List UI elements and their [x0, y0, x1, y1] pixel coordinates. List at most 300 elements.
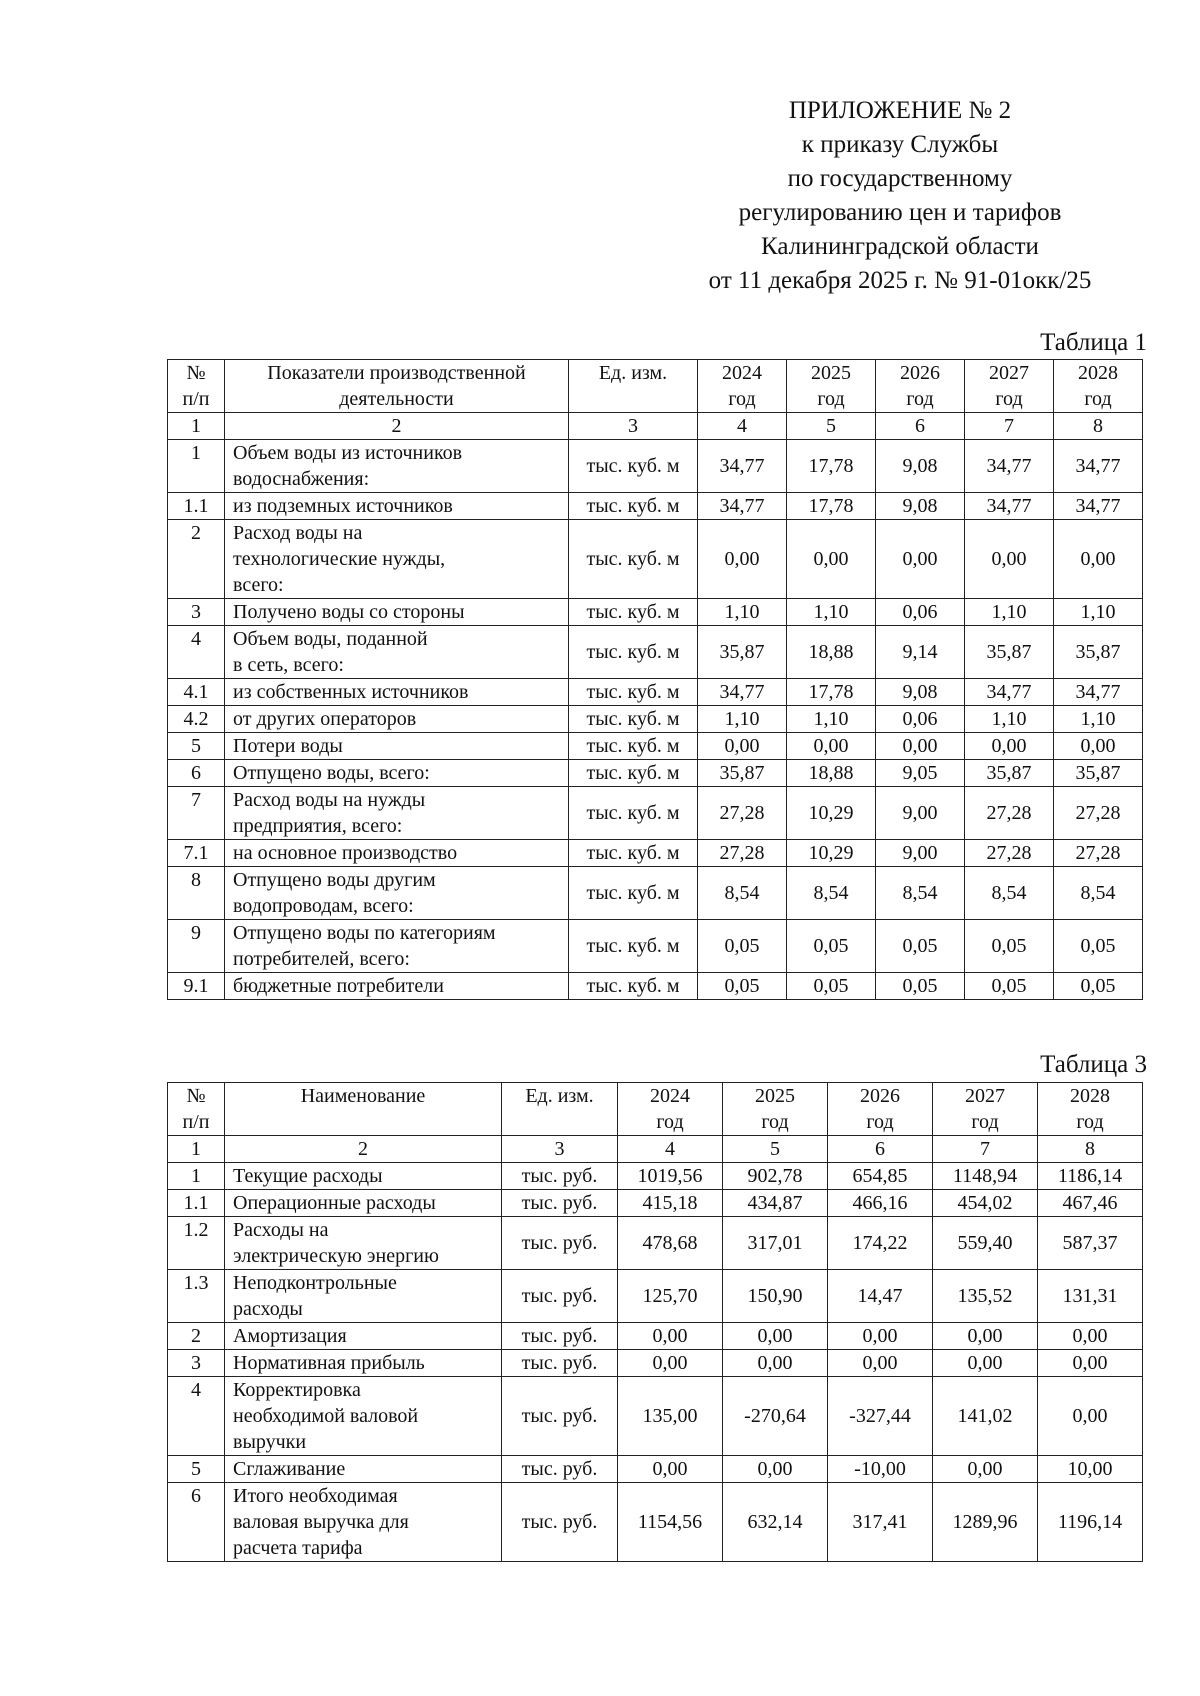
- row-name: [225, 1190, 502, 1217]
- row-unit: тыс. руб.: [502, 1377, 618, 1456]
- cell-line: год: [971, 1111, 999, 1133]
- row-value: 902,78: [723, 1163, 828, 1190]
- row-value: 34,77: [698, 679, 787, 706]
- cell-line: валовая выручка для: [233, 1511, 409, 1533]
- header-year: [933, 1083, 1038, 1136]
- header-year: [787, 360, 876, 413]
- row-value: 1289,96: [933, 1483, 1038, 1562]
- row-value: 0,00: [618, 1456, 723, 1483]
- row-name: [225, 440, 569, 493]
- cell-line: год: [866, 1111, 894, 1133]
- header-year: [1038, 1083, 1143, 1136]
- row-value: 0,05: [698, 920, 787, 973]
- row-value: 0,00: [933, 1323, 1038, 1350]
- cell-line: Расход воды на нужды: [233, 789, 426, 811]
- table-row: [168, 1377, 1143, 1456]
- row-value: 1,10: [698, 599, 787, 626]
- row-number: 4: [168, 1377, 225, 1456]
- row-value: 35,87: [1054, 626, 1143, 679]
- header-unit: Ед. изм.: [502, 1083, 618, 1136]
- row-value: 34,77: [1054, 440, 1143, 493]
- cell-line: потребителей, всего:: [233, 948, 410, 970]
- cell-line: Объем воды из источников: [233, 442, 463, 464]
- table-row: [168, 1270, 1143, 1323]
- cell-line: 2024: [650, 1085, 690, 1107]
- cell-line: из подземных источников: [233, 495, 453, 517]
- row-value: 27,28: [698, 840, 787, 867]
- row-value: 654,85: [828, 1163, 933, 1190]
- row-value: 10,29: [787, 840, 876, 867]
- row-value: 1019,56: [618, 1163, 723, 1190]
- row-value: 454,02: [933, 1190, 1038, 1217]
- row-value: 0,00: [876, 520, 965, 599]
- cell-line: год: [656, 1111, 684, 1133]
- row-value: 27,28: [1054, 840, 1143, 867]
- row-number: 4.2: [168, 706, 225, 733]
- row-value: 0,05: [965, 973, 1054, 1000]
- row-number: 7: [168, 787, 225, 840]
- row-value: 141,02: [933, 1377, 1038, 1456]
- header-year: [1054, 360, 1143, 413]
- table-row: [168, 787, 1143, 840]
- row-number: 4.1: [168, 679, 225, 706]
- table-row: [168, 1483, 1143, 1562]
- column-number: 3: [569, 413, 698, 440]
- cell-line: Отпущено воды другим: [233, 869, 436, 891]
- row-value: 34,77: [965, 440, 1054, 493]
- cell-line: 2027: [989, 362, 1029, 384]
- row-value: 0,00: [1038, 1377, 1143, 1456]
- row-value: 0,06: [876, 706, 965, 733]
- row-number: 1.3: [168, 1270, 225, 1323]
- row-value: 174,22: [828, 1217, 933, 1270]
- row-value: 34,77: [1054, 493, 1143, 520]
- row-value: 0,05: [1054, 920, 1143, 973]
- cell-line: Корректировка: [233, 1379, 361, 1401]
- row-value: 27,28: [965, 787, 1054, 840]
- cell-line: 2025: [811, 362, 851, 384]
- row-unit: тыс. куб. м: [569, 493, 698, 520]
- row-value: 587,37: [1038, 1217, 1143, 1270]
- cell-line: Сглаживание: [233, 1458, 346, 1480]
- cell-line: Нормативная прибыль: [233, 1352, 425, 1374]
- row-value: 150,90: [723, 1270, 828, 1323]
- row-unit: тыс. куб. м: [569, 787, 698, 840]
- row-name: [225, 1270, 502, 1323]
- row-name: [225, 626, 569, 679]
- row-value: 1,10: [1054, 599, 1143, 626]
- row-value: 8,54: [876, 867, 965, 920]
- row-unit: тыс. куб. м: [569, 599, 698, 626]
- row-number: 1.1: [168, 493, 225, 520]
- cell-line: Наименование: [300, 1085, 426, 1107]
- row-unit: тыс. куб. м: [569, 760, 698, 787]
- row-value: 0,05: [876, 973, 965, 1000]
- row-value: 1,10: [787, 706, 876, 733]
- row-value: 434,87: [723, 1190, 828, 1217]
- header-year: [965, 360, 1054, 413]
- row-unit: тыс. руб.: [502, 1323, 618, 1350]
- header-number: [168, 1083, 225, 1136]
- header-year: [828, 1083, 933, 1136]
- cell-line: год: [728, 388, 756, 410]
- row-value: 0,00: [723, 1456, 828, 1483]
- cell-line: 2025: [755, 1085, 795, 1107]
- header-line: по государственному: [787, 165, 1013, 192]
- row-value: 0,00: [876, 733, 965, 760]
- cell-line: Итого необходимая: [233, 1485, 398, 1507]
- table1-caption: Таблица 1: [1040, 329, 1147, 356]
- row-number: 8: [168, 867, 225, 920]
- row-value: 632,14: [723, 1483, 828, 1562]
- cell-line: электрическую энергию: [233, 1245, 439, 1267]
- row-value: 1186,14: [1038, 1163, 1143, 1190]
- cell-line: бюджетные потребители: [233, 975, 444, 997]
- column-number: 8: [1038, 1136, 1143, 1163]
- row-value: 1,10: [965, 706, 1054, 733]
- table-row: [168, 1163, 1143, 1190]
- header-row: [168, 360, 1143, 413]
- row-name: [225, 1377, 502, 1456]
- cell-line: 2026: [860, 1085, 900, 1107]
- table-row: [168, 493, 1143, 520]
- row-number: 7.1: [168, 840, 225, 867]
- row-unit: тыс. куб. м: [569, 626, 698, 679]
- table-row: [168, 1323, 1143, 1350]
- cell-line: в сеть, всего:: [233, 654, 344, 676]
- row-number: 2: [168, 1323, 225, 1350]
- row-value: 8,54: [698, 867, 787, 920]
- table-row: [168, 840, 1143, 867]
- column-number: 6: [828, 1136, 933, 1163]
- row-value: 135,00: [618, 1377, 723, 1456]
- row-value: 0,05: [698, 973, 787, 1000]
- row-value: 35,87: [965, 626, 1054, 679]
- row-number: 4: [168, 626, 225, 679]
- table-row: [168, 679, 1143, 706]
- row-value: 1,10: [1054, 706, 1143, 733]
- cell-line: 2028: [1078, 362, 1118, 384]
- row-number: 3: [168, 1350, 225, 1377]
- column-number: 5: [787, 413, 876, 440]
- row-unit: тыс. руб.: [502, 1270, 618, 1323]
- row-name: [225, 867, 569, 920]
- row-name: [225, 1217, 502, 1270]
- row-value: 17,78: [787, 493, 876, 520]
- column-number: 7: [933, 1136, 1038, 1163]
- header-year: [723, 1083, 828, 1136]
- row-name: [225, 733, 569, 760]
- cell-line: Отпущено воды, всего:: [233, 762, 430, 784]
- row-value: 466,16: [828, 1190, 933, 1217]
- cell-line: Показатели производственной: [267, 362, 526, 384]
- row-value: 0,00: [618, 1323, 723, 1350]
- order-reference: от 11 декабря 2025 г. № 91-01окк/25: [708, 267, 1092, 294]
- row-value: 1,10: [787, 599, 876, 626]
- row-value: 131,31: [1038, 1270, 1143, 1323]
- row-value: 0,00: [965, 733, 1054, 760]
- header-year: [876, 360, 965, 413]
- row-value: 0,05: [787, 973, 876, 1000]
- table-row: [168, 520, 1143, 599]
- row-unit: тыс. куб. м: [569, 973, 698, 1000]
- column-number: 4: [618, 1136, 723, 1163]
- cell-line: деятельности: [339, 388, 454, 410]
- document-header: [660, 94, 1140, 298]
- row-value: -270,64: [723, 1377, 828, 1456]
- row-number: 1.1: [168, 1190, 225, 1217]
- column-number: 2: [225, 413, 569, 440]
- cell-line: год: [761, 1111, 789, 1133]
- cell-line: необходимой валовой: [233, 1405, 419, 1427]
- row-value: 27,28: [965, 840, 1054, 867]
- cell-line: год: [1084, 388, 1112, 410]
- row-value: 0,05: [876, 920, 965, 973]
- row-value: 8,54: [1054, 867, 1143, 920]
- row-unit: тыс. куб. м: [569, 679, 698, 706]
- row-number: 5: [168, 733, 225, 760]
- header-name: [225, 360, 569, 413]
- cell-line: год: [906, 388, 934, 410]
- column-number: 8: [1054, 413, 1143, 440]
- row-value: 9,00: [876, 787, 965, 840]
- header-row: [168, 1083, 1143, 1136]
- row-value: 0,00: [1054, 733, 1143, 760]
- row-number: 6: [168, 760, 225, 787]
- row-value: 0,00: [787, 733, 876, 760]
- row-name: [225, 493, 569, 520]
- row-number: 1.2: [168, 1217, 225, 1270]
- row-value: 35,87: [698, 760, 787, 787]
- row-value: 17,78: [787, 440, 876, 493]
- row-value: 18,88: [787, 626, 876, 679]
- row-name: [225, 920, 569, 973]
- header-name: [225, 1083, 502, 1136]
- cell-line: п/п: [182, 388, 210, 410]
- row-value: 10,29: [787, 787, 876, 840]
- row-number: 9: [168, 920, 225, 973]
- cell-line: п/п: [182, 1111, 210, 1133]
- row-value: 34,77: [965, 679, 1054, 706]
- row-name: [225, 1483, 502, 1562]
- cell-line: Расходы на: [233, 1219, 329, 1241]
- table-row: [168, 867, 1143, 920]
- table-row: [168, 920, 1143, 973]
- table-row: [168, 440, 1143, 493]
- table-row: [168, 1350, 1143, 1377]
- row-value: 0,00: [698, 520, 787, 599]
- row-value: 0,00: [1038, 1323, 1143, 1350]
- row-value: 1148,94: [933, 1163, 1038, 1190]
- row-value: 0,00: [698, 733, 787, 760]
- row-number: 5: [168, 1456, 225, 1483]
- cell-line: №: [186, 362, 206, 384]
- header-unit: Ед. изм.: [569, 360, 698, 413]
- row-value: 125,70: [618, 1270, 723, 1323]
- cell-line: Текущие расходы: [233, 1165, 383, 1187]
- row-value: 559,40: [933, 1217, 1038, 1270]
- row-value: 135,52: [933, 1270, 1038, 1323]
- table3-caption: Таблица 3: [1040, 1051, 1147, 1078]
- row-name: [225, 973, 569, 1000]
- row-value: 27,28: [1054, 787, 1143, 840]
- row-value: 0,05: [965, 920, 1054, 973]
- column-number: 3: [502, 1136, 618, 1163]
- row-unit: тыс. куб. м: [569, 920, 698, 973]
- header-year: [618, 1083, 723, 1136]
- cell-line: Отпущено воды по категориям: [233, 922, 496, 944]
- row-unit: тыс. куб. м: [569, 440, 698, 493]
- table-row: [168, 1217, 1143, 1270]
- row-value: 0,00: [828, 1323, 933, 1350]
- row-value: 0,00: [965, 520, 1054, 599]
- row-value: 9,08: [876, 679, 965, 706]
- cell-line: на основное производство: [233, 842, 458, 864]
- cell-line: Расход воды на: [233, 522, 363, 544]
- row-value: 0,06: [876, 599, 965, 626]
- row-value: 9,08: [876, 440, 965, 493]
- header-number: [168, 360, 225, 413]
- row-value: 0,05: [1054, 973, 1143, 1000]
- table-row: [168, 599, 1143, 626]
- row-value: 17,78: [787, 679, 876, 706]
- row-unit: тыс. куб. м: [569, 840, 698, 867]
- row-value: 1,10: [698, 706, 787, 733]
- row-value: 467,46: [1038, 1190, 1143, 1217]
- row-number: 2: [168, 520, 225, 599]
- cell-line: технологические нужды,: [233, 548, 446, 570]
- column-number-row: [168, 1136, 1143, 1163]
- cell-line: Объем воды, поданной: [233, 628, 428, 650]
- row-value: 478,68: [618, 1217, 723, 1270]
- row-unit: тыс. руб.: [502, 1217, 618, 1270]
- row-value: -10,00: [828, 1456, 933, 1483]
- table-row: [168, 1456, 1143, 1483]
- cell-line: Потери воды: [233, 735, 343, 757]
- row-value: 34,77: [965, 493, 1054, 520]
- table-row: [168, 706, 1143, 733]
- row-value: 0,00: [933, 1456, 1038, 1483]
- cell-line: Неподконтрольные: [233, 1272, 397, 1294]
- row-name: [225, 1163, 502, 1190]
- table-row: [168, 733, 1143, 760]
- column-number: 1: [168, 413, 225, 440]
- cell-line: Получено воды со стороны: [233, 601, 465, 623]
- cell-line: выручки: [233, 1431, 307, 1453]
- cell-line: 2027: [965, 1085, 1005, 1107]
- column-number: 2: [225, 1136, 502, 1163]
- cell-line: водоснабжения:: [233, 468, 370, 490]
- row-value: 1196,14: [1038, 1483, 1143, 1562]
- row-value: 9,05: [876, 760, 965, 787]
- cell-line: от других операторов: [233, 708, 417, 730]
- cell-line: Амортизация: [233, 1325, 347, 1347]
- row-unit: тыс. руб.: [502, 1483, 618, 1562]
- row-value: 317,01: [723, 1217, 828, 1270]
- row-value: 27,28: [698, 787, 787, 840]
- row-value: 0,00: [1038, 1350, 1143, 1377]
- row-value: 317,41: [828, 1483, 933, 1562]
- row-unit: тыс. руб.: [502, 1350, 618, 1377]
- row-value: 34,77: [1054, 679, 1143, 706]
- row-value: 35,87: [965, 760, 1054, 787]
- row-unit: тыс. руб.: [502, 1190, 618, 1217]
- column-number: 6: [876, 413, 965, 440]
- row-value: 0,05: [787, 920, 876, 973]
- row-unit: тыс. куб. м: [569, 520, 698, 599]
- row-value: 0,00: [723, 1350, 828, 1377]
- table-1: [167, 359, 1143, 1000]
- cell-line: год: [1076, 1111, 1104, 1133]
- cell-line: год: [995, 388, 1023, 410]
- cell-line: расходы: [233, 1298, 303, 1320]
- table-row: [168, 973, 1143, 1000]
- row-name: [225, 599, 569, 626]
- table-row: [168, 626, 1143, 679]
- column-number: 4: [698, 413, 787, 440]
- cell-line: из собственных источников: [233, 681, 469, 703]
- row-value: 9,08: [876, 493, 965, 520]
- row-value: 8,54: [787, 867, 876, 920]
- row-value: 18,88: [787, 760, 876, 787]
- row-value: 9,14: [876, 626, 965, 679]
- row-value: 14,47: [828, 1270, 933, 1323]
- row-unit: тыс. куб. м: [569, 733, 698, 760]
- column-number: 1: [168, 1136, 225, 1163]
- cell-line: предприятия, всего:: [233, 815, 403, 837]
- cell-line: всего:: [233, 574, 284, 596]
- header-line: Калининградской области: [761, 233, 1039, 260]
- row-name: [225, 1350, 502, 1377]
- table-row: [168, 760, 1143, 787]
- appendix-title: ПРИЛОЖЕНИЕ № 2: [788, 97, 1012, 124]
- row-value: 0,00: [723, 1323, 828, 1350]
- row-name: [225, 840, 569, 867]
- row-value: 10,00: [1038, 1456, 1143, 1483]
- cell-line: 2026: [900, 362, 940, 384]
- cell-line: год: [817, 388, 845, 410]
- header-year: [698, 360, 787, 413]
- cell-line: Операционные расходы: [233, 1192, 436, 1214]
- row-value: 1154,56: [618, 1483, 723, 1562]
- row-value: 35,87: [698, 626, 787, 679]
- header-line: регулированию цен и тарифов: [738, 199, 1062, 226]
- row-value: 9,00: [876, 840, 965, 867]
- row-unit: тыс. куб. м: [569, 867, 698, 920]
- table-row: [168, 1190, 1143, 1217]
- row-value: 1,10: [965, 599, 1054, 626]
- row-value: 0,00: [1054, 520, 1143, 599]
- row-unit: тыс. руб.: [502, 1163, 618, 1190]
- row-name: [225, 679, 569, 706]
- row-unit: тыс. руб.: [502, 1456, 618, 1483]
- column-number-row: [168, 413, 1143, 440]
- row-value: 35,87: [1054, 760, 1143, 787]
- row-value: 34,77: [698, 493, 787, 520]
- row-value: 415,18: [618, 1190, 723, 1217]
- row-number: 9.1: [168, 973, 225, 1000]
- row-value: 8,54: [965, 867, 1054, 920]
- row-name: [225, 760, 569, 787]
- row-value: 0,00: [933, 1350, 1038, 1377]
- cell-line: расчета тарифа: [233, 1537, 363, 1559]
- cell-line: №: [186, 1085, 206, 1107]
- row-value: -327,44: [828, 1377, 933, 1456]
- cell-line: 2028: [1070, 1085, 1110, 1107]
- row-value: 0,00: [787, 520, 876, 599]
- column-number: 7: [965, 413, 1054, 440]
- row-name: [225, 1323, 502, 1350]
